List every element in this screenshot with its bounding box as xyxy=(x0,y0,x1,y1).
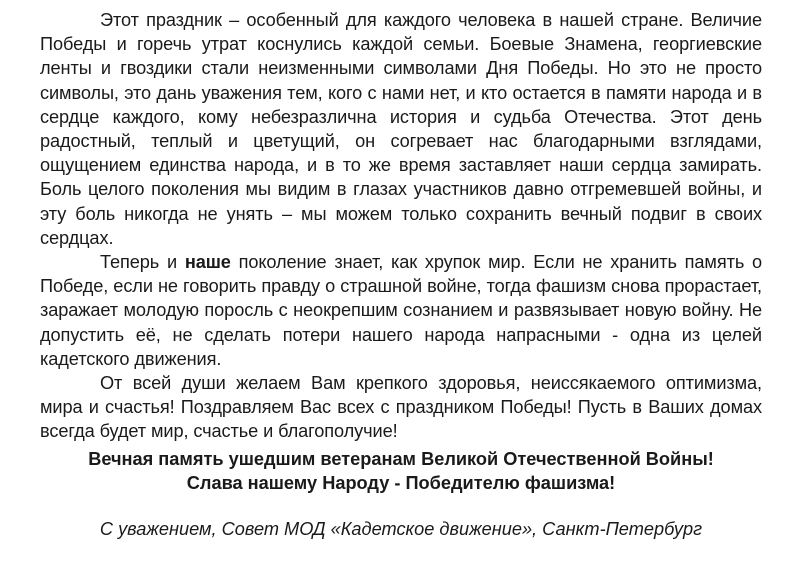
paragraph-generation xyxy=(40,250,762,371)
letter-page xyxy=(40,8,762,541)
closing-glory-line: Слава нашему Народу - Победителю фашизма! xyxy=(186,472,616,493)
paragraph-wishes: От всей души желаем Вам крепкого здоровья, неиссякаемого оптимизма, мира и счастья! Поздравляем Вас всех с праздником Победы! Пусть в Ваших домах всегда будет мир, счастье и благополучие! xyxy=(40,373,762,442)
paragraph-intro: Этот праздник – особенный для каждого человека в нашей стране. Величие Победы и горечь утрат коснулись каждой семьи. Боевые Знамена, георгиевские ленты и гвоздики стали неизменными символами Дня Победы. Но это не просто символы, это дань уважения тем, кого с нами нет, и кто остается в памяти народа и в сердце каждого, кому небезразлична история и судьба Отечества. Этот день радостный, теплый и цветущий, он согревает нас благодарными взглядами, ощущением единства народа, и в то же время заставляет наши сердца замирать. Боль целого поколения мы видим в глазах участников давно отгремевшей войны, и эту боль никогда не унять – мы можем только сохранить вечный подвиг в своих сердцах. xyxy=(40,10,762,248)
paragraph-generation-emphasis: наше xyxy=(184,252,231,273)
closing-memory-line: Вечная память ушедшим ветеранам Великой Отечественной Войны! xyxy=(88,448,714,469)
paragraph-generation-end: поколение знает, как хрупок мир. Если не хранить память о Победе, если не говорить правду о страшной войне, тогда фашизм снова прорастает, заражает молодую поросль с неокрепшим сознанием и развязывает новую войну. Не допустить её, не сделать потери нашего народа напрасными - одна из целей кадетского движения. xyxy=(40,252,762,369)
paragraph-generation-start: Теперь и xyxy=(100,252,185,273)
signature: С уважением, Совет МОД «Кадетское движение», Санкт-Петербург xyxy=(99,519,703,540)
